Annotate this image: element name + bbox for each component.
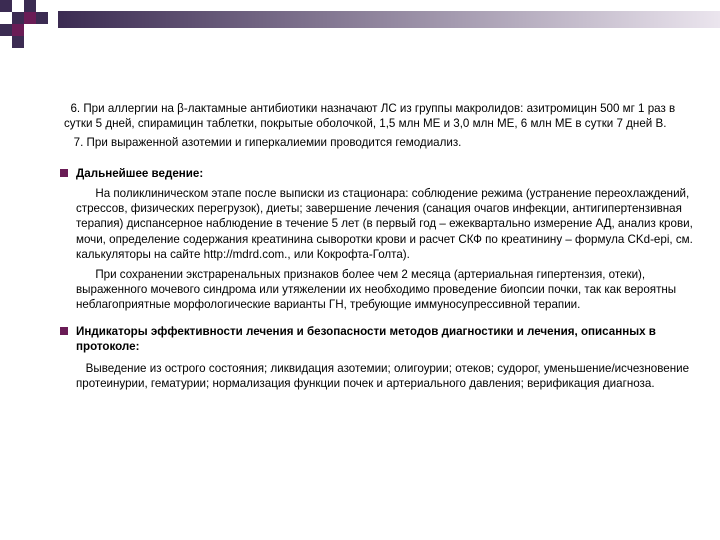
- square-bullet-icon: [60, 169, 68, 177]
- bullet-paragraph: Выведение из острого состояния; ликвидация азотемии; олигоурии; отеков; судорог, уменьшение/исчезновение протеинурии, гематурии; нормализация функции почек и артериального давления; верификация диагноза.: [76, 361, 690, 391]
- intro-paragraph-6: 6. При аллергии на β-лактамные антибиотики назначают ЛС из группы макролидов: азитромицин 500 мг 1 раз в сутки 5 дней, спирамицин таблетки, покрытые оболочкой, 1,5 млн МЕ и 3,0 млн МЕ, 6 млн МЕ в сутки 7 дней В.: [64, 102, 676, 131]
- bullet-paragraph: При сохранении экстраренальных признаков более чем 2 месяца (артериальная гипертензия, отеки), выраженного мочевого синдрома или утяжелении их необходимо проведение биопсии почки, так как вероятны неблагоприятные морфологические варианты ГН, требующие иммуносупрессивной терапии.: [76, 267, 677, 312]
- header-decoration: [0, 0, 720, 48]
- corner-square: [24, 0, 36, 12]
- corner-square: [12, 36, 24, 48]
- bullet-followup: [64, 166, 694, 313]
- corner-square: [24, 24, 36, 36]
- corner-square: [36, 12, 48, 24]
- bullet-paragraph: На поликлиническом этапе после выписки из стационара: соблюдение режима (устранение переохлаждений, стрессов, физических перегрузок), диеты; завершение лечения (санация очагов инфекции, антигипертензивная терапия) диспансерное наблюдение в течение 5 лет (в первый год – ежеквартально измерение АД, анализ крови, мочи, определение содержания креатинина сыворотки крови и расчет СКФ по креатинину – формула CKd-epi, см. калькуляторы на сайте http://mdrd.com., или Кокрофта-Голта).: [76, 186, 693, 262]
- corner-square: [12, 0, 24, 12]
- corner-square: [36, 0, 48, 12]
- square-bullet-icon: [60, 327, 68, 335]
- intro-paragraph-7: 7. При выраженной азотемии и гиперкалиемии проводится гемодиализ.: [73, 135, 462, 149]
- bullet-heading: Дальнейшее ведение:: [76, 167, 204, 181]
- header-gradient-bar: [58, 11, 720, 28]
- corner-square: [0, 24, 12, 36]
- bullet-indicators: [64, 324, 694, 392]
- bullet-heading: Индикаторы эффективности лечения и безопасности методов диагностики и лечения, описанных в протоколе:: [76, 324, 656, 354]
- corner-square: [12, 24, 24, 36]
- corner-square: [0, 12, 12, 24]
- corner-square: [12, 12, 24, 24]
- corner-square: [0, 0, 12, 12]
- slide-content: [64, 101, 694, 396]
- corner-square: [24, 12, 36, 24]
